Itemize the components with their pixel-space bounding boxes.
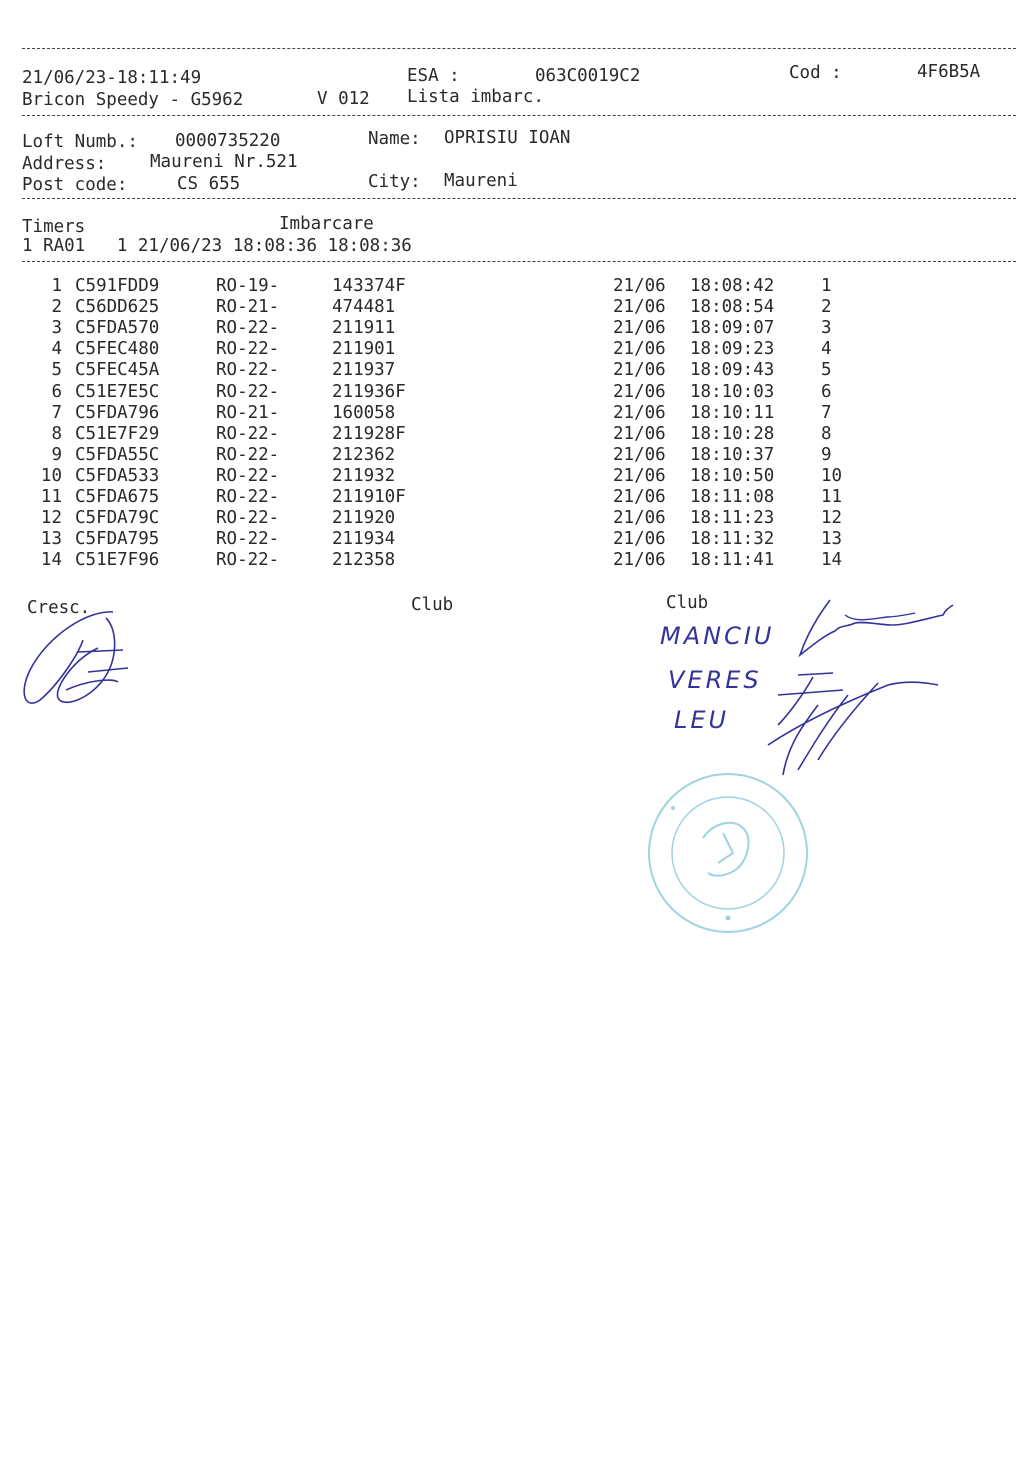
row-number: 13 <box>40 529 62 550</box>
separator-line <box>22 198 1016 199</box>
arrival-order: 5 <box>821 360 832 381</box>
list-item <box>0 339 1024 360</box>
address-label: Address: <box>22 154 107 174</box>
city-label: City: <box>368 172 421 192</box>
list-item <box>0 382 1024 403</box>
ring-number: 211928F <box>332 423 406 444</box>
ring-number: 211934 <box>332 529 396 550</box>
arrival-order: 2 <box>821 297 832 318</box>
arrival-date: 21/06 <box>613 297 666 318</box>
row-number: 9 <box>51 444 62 465</box>
arrival-time: 18:09:43 <box>690 360 775 381</box>
arrival-order: 13 <box>821 529 843 550</box>
list-item <box>0 445 1024 466</box>
arrival-date: 21/06 <box>613 508 666 529</box>
owner-name: OPRISIU IOAN <box>444 128 571 148</box>
list-item <box>0 297 1024 318</box>
imbarcare-label: Imbarcare <box>279 214 374 234</box>
arrival-date: 21/06 <box>613 402 666 423</box>
ring-prefix: RO-22- <box>216 529 280 550</box>
club-signature <box>758 665 948 785</box>
row-number: 4 <box>51 339 62 360</box>
list-item <box>0 318 1024 339</box>
ring-prefix: RO-22- <box>216 487 280 507</box>
chip-id: C5FEC45A <box>75 360 160 381</box>
arrival-time: 18:10:03 <box>690 381 775 402</box>
ring-number: 211937 <box>332 360 396 381</box>
arrival-date: 21/06 <box>613 318 666 339</box>
ring-prefix: RO-22- <box>216 444 280 465</box>
chip-id: C51E7F29 <box>75 423 160 444</box>
breeder-signature <box>18 600 148 720</box>
list-item <box>0 360 1024 381</box>
arrival-time: 18:11:41 <box>690 550 775 571</box>
ring-number: 211910F <box>332 487 406 507</box>
list-item <box>0 276 1024 297</box>
cod-value: 4F6B5A <box>917 62 981 82</box>
timers-label: Timers <box>22 217 86 237</box>
ring-prefix: RO-22- <box>216 381 280 402</box>
ring-prefix: RO-19- <box>216 276 280 296</box>
arrival-date: 21/06 <box>613 276 666 296</box>
separator-line <box>22 261 1016 262</box>
chip-id: C51E7F96 <box>75 550 160 571</box>
ring-number: 211901 <box>332 339 396 360</box>
arrival-time: 18:08:42 <box>690 276 775 296</box>
arrival-order: 12 <box>821 508 843 529</box>
postcode-value: CS 655 <box>177 174 241 194</box>
chip-id: C51E7E5C <box>75 381 160 402</box>
postcode-label: Post code: <box>22 175 128 195</box>
arrival-date: 21/06 <box>613 487 666 507</box>
report-datetime: 21/06/23-18:11:49 <box>22 68 202 88</box>
arrival-date: 21/06 <box>613 381 666 402</box>
handwritten-name: LEU <box>674 706 730 734</box>
arrival-time: 18:09:23 <box>690 339 775 360</box>
arrival-order: 10 <box>821 465 843 486</box>
arrival-time: 18:10:50 <box>690 465 775 486</box>
arrival-date: 21/06 <box>613 465 666 486</box>
ring-number: 211911 <box>332 318 396 339</box>
cod-label: Cod : <box>789 63 842 83</box>
row-number: 8 <box>51 423 62 444</box>
arrival-time: 18:08:54 <box>690 297 775 318</box>
row-number: 3 <box>51 318 62 339</box>
ring-number: 212362 <box>332 444 396 465</box>
list-item <box>0 550 1024 571</box>
arrival-time: 18:11:08 <box>690 487 775 507</box>
esa-value: 063C0019C2 <box>535 66 641 86</box>
separator-line <box>22 48 1016 49</box>
chip-id: C591FDD9 <box>75 276 160 296</box>
cresc-label: Cresc. <box>27 598 91 618</box>
ring-prefix: RO-22- <box>216 339 280 360</box>
ring-prefix: RO-22- <box>216 550 280 571</box>
row-number: 10 <box>40 465 62 486</box>
list-item <box>0 487 1024 508</box>
arrival-time: 18:10:28 <box>690 423 775 444</box>
arrival-time: 18:09:07 <box>690 318 775 339</box>
row-number: 11 <box>40 487 62 507</box>
arrival-time: 18:10:37 <box>690 444 775 465</box>
ring-prefix: RO-22- <box>216 318 280 339</box>
arrival-date: 21/06 <box>613 529 666 550</box>
row-number: 12 <box>40 508 62 529</box>
chip-id: C5FDA79C <box>75 508 160 529</box>
club-label: Club <box>666 593 709 613</box>
ring-prefix: RO-21- <box>216 402 280 423</box>
chip-id: C5FDA55C <box>75 444 160 465</box>
row-number: 2 <box>51 297 62 318</box>
list-item <box>0 508 1024 529</box>
list-item <box>0 529 1024 550</box>
arrival-order: 4 <box>821 339 832 360</box>
arrival-date: 21/06 <box>613 444 666 465</box>
chip-id: C5FDA570 <box>75 318 160 339</box>
chip-id: C5FDA533 <box>75 465 160 486</box>
row-number: 1 <box>51 276 62 296</box>
club-label: Club <box>411 595 454 615</box>
loft-number-value: 0000735220 <box>175 131 281 151</box>
ring-number: 160058 <box>332 402 396 423</box>
list-item <box>0 403 1024 424</box>
arrival-time: 18:11:32 <box>690 529 775 550</box>
arrival-order: 11 <box>821 487 843 507</box>
ring-prefix: RO-22- <box>216 360 280 381</box>
arrival-date: 21/06 <box>613 423 666 444</box>
row-number: 6 <box>51 381 62 402</box>
device-name: Bricon Speedy - G5962 <box>22 90 244 110</box>
list-title: Lista imbarc. <box>407 87 544 107</box>
ring-prefix: RO-22- <box>216 465 280 486</box>
esa-label: ESA : <box>407 66 460 86</box>
ring-prefix: RO-21- <box>216 297 280 318</box>
row-number: 5 <box>51 360 62 381</box>
name-label: Name: <box>368 129 421 149</box>
ring-number: 474481 <box>332 297 396 318</box>
chip-id: C5FDA675 <box>75 487 160 507</box>
separator-line <box>22 115 1016 116</box>
arrival-order: 14 <box>821 550 843 571</box>
arrival-order: 8 <box>821 423 832 444</box>
arrival-order: 1 <box>821 276 832 296</box>
club-stamp <box>643 768 813 938</box>
row-number: 14 <box>40 550 62 571</box>
ring-number: 211936F <box>332 381 406 402</box>
arrival-date: 21/06 <box>613 360 666 381</box>
ring-number: 143374F <box>332 276 406 296</box>
chip-id: C5FDA795 <box>75 529 160 550</box>
chip-id: C56DD625 <box>75 297 160 318</box>
arrival-time: 18:11:23 <box>690 508 775 529</box>
list-item <box>0 424 1024 445</box>
list-item <box>0 466 1024 487</box>
handwritten-name: VERES <box>668 666 762 694</box>
ring-number: 211932 <box>332 465 396 486</box>
ring-prefix: RO-22- <box>216 508 280 529</box>
handwritten-name: MANCIU <box>660 622 775 650</box>
chip-id: C5FDA796 <box>75 402 160 423</box>
ring-prefix: RO-22- <box>216 423 280 444</box>
chip-id: C5FEC480 <box>75 339 160 360</box>
arrival-order: 9 <box>821 444 832 465</box>
arrival-date: 21/06 <box>613 339 666 360</box>
arrival-order: 3 <box>821 318 832 339</box>
arrival-order: 7 <box>821 402 832 423</box>
city-value: Maureni <box>444 171 518 191</box>
arrival-date: 21/06 <box>613 550 666 571</box>
arrival-time: 18:10:11 <box>690 402 775 423</box>
address-value: Maureni Nr.521 <box>150 152 298 172</box>
ring-number: 211920 <box>332 508 396 529</box>
timer-entry: 1 RA01 1 21/06/23 18:08:36 18:08:36 <box>22 236 412 256</box>
firmware-version: V 012 <box>317 89 370 109</box>
loft-number-label: Loft Numb.: <box>22 132 138 152</box>
arrival-order: 6 <box>821 381 832 402</box>
ring-number: 212358 <box>332 550 396 571</box>
row-number: 7 <box>51 402 62 423</box>
